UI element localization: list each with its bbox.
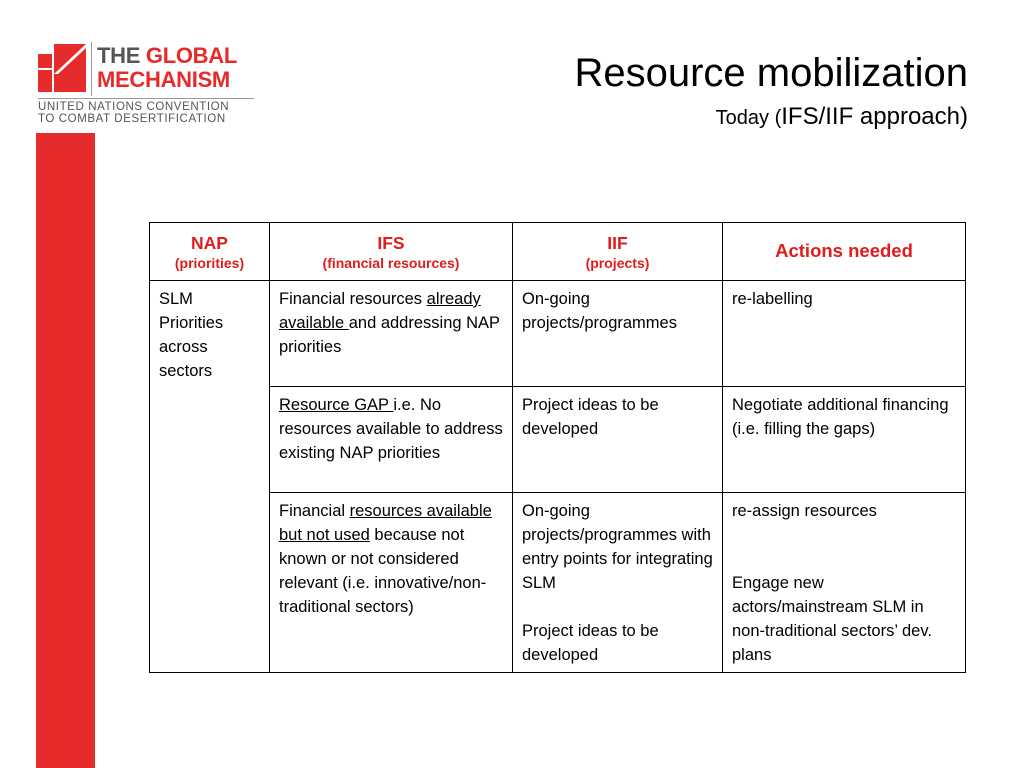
table-row — [150, 493, 966, 673]
row-head-slm: SLM Priorities across sectors — [150, 281, 270, 673]
cell-action: Negotiate additional financing (i.e. filling the gaps) — [723, 387, 966, 493]
resource-table — [149, 222, 966, 673]
cell-iif: Project ideas to be developed — [513, 387, 723, 493]
logo-rule — [38, 98, 254, 99]
slide-subtitle: Today (IFS/IIF approach) — [715, 103, 968, 130]
header-nap: NAP (priorities) — [150, 223, 270, 281]
cell-ifs: Resource GAP i.e. No resources available to address existing NAP priorities — [270, 387, 513, 493]
logo-line-1: THE GLOBAL — [97, 43, 237, 68]
table-row — [150, 387, 966, 493]
cell-ifs: Financial resources available but not used because not known or not considered relevant (i.e. innovative/non-traditional sectors) — [270, 493, 513, 673]
header-actions: Actions needed — [723, 223, 966, 281]
logo-mark-icon — [38, 44, 86, 92]
cell-iif: On-going projects/programmes — [513, 281, 723, 387]
left-accent-bar — [36, 133, 95, 768]
header-ifs: IFS (financial resources) — [270, 223, 513, 281]
global-mechanism-logo — [38, 40, 260, 130]
header-iif: IIF (projects) — [513, 223, 723, 281]
logo-subtitle-2: TO COMBAT DESERTIFICATION — [38, 113, 226, 125]
logo-divider — [91, 42, 92, 96]
slide-title: Resource mobilization — [574, 51, 968, 95]
cell-ifs: Financial resources already available and addressing NAP priorities — [270, 281, 513, 387]
logo-line-2: MECHANISM — [97, 67, 230, 92]
table-header-row — [150, 223, 966, 281]
cell-action: re-assign resources Engage new actors/mainstream SLM in non-traditional sectors’ dev. plans — [723, 493, 966, 673]
logo-subtitle-1: UNITED NATIONS CONVENTION — [38, 101, 230, 113]
cell-iif: On-going projects/programmes with entry points for integrating SLM Project ideas to be developed — [513, 493, 723, 673]
cell-action: re-labelling — [723, 281, 966, 387]
table-row — [150, 281, 966, 387]
